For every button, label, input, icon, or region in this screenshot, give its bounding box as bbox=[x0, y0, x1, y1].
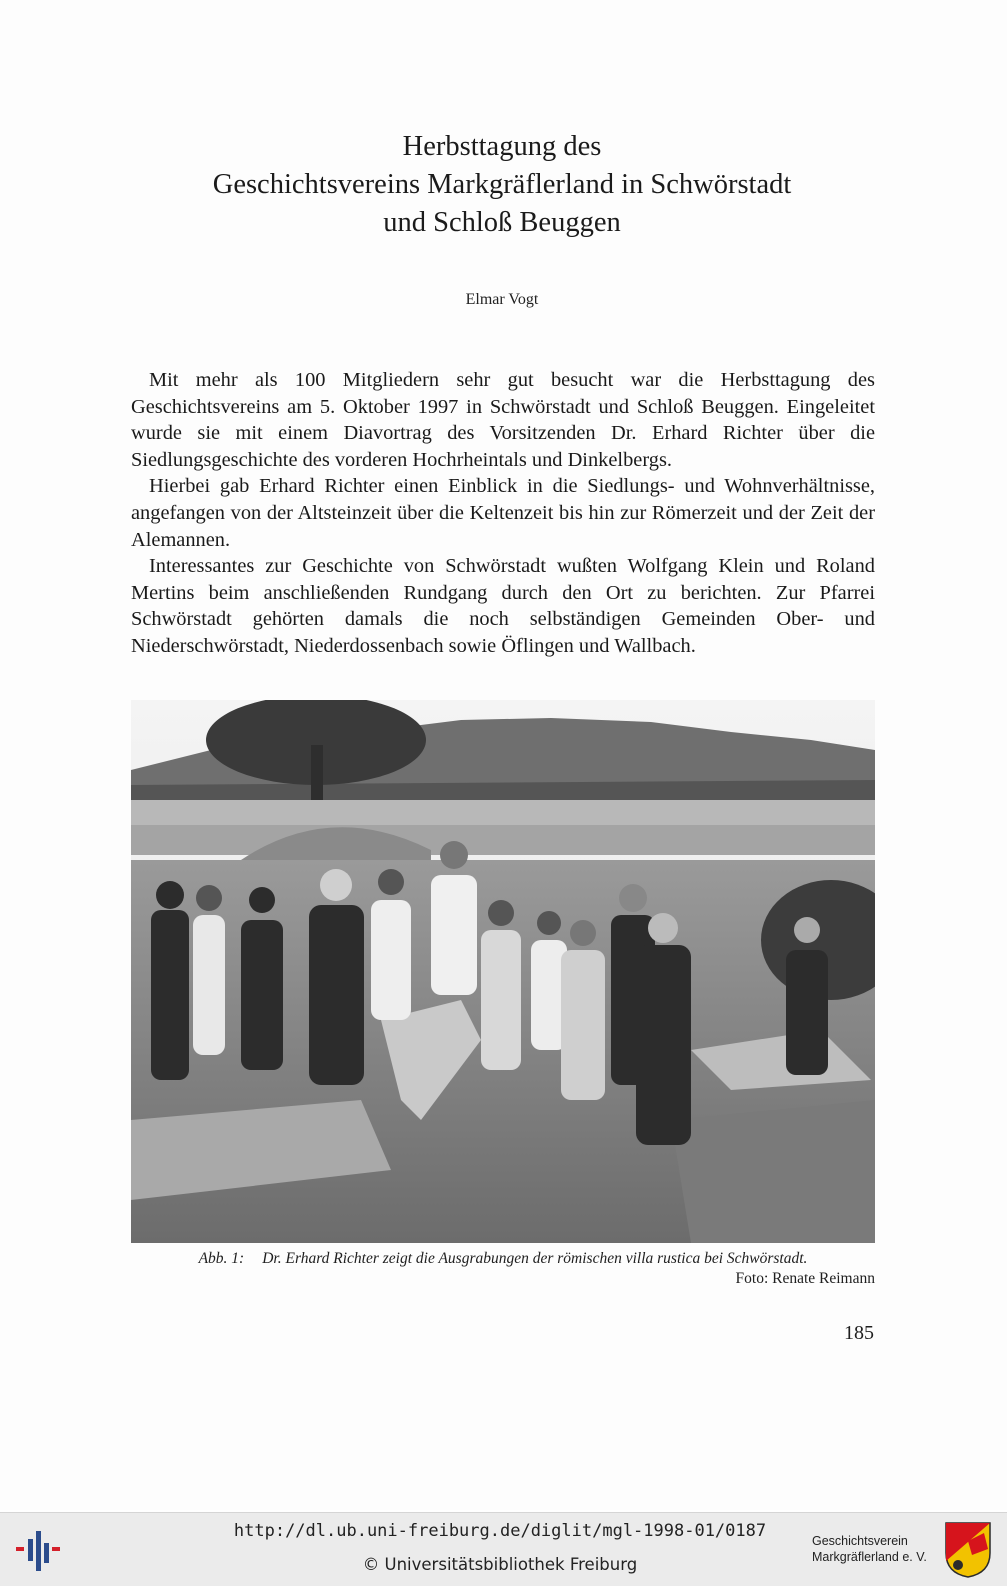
figure-caption-text: Dr. Erhard Richter zeigt die Ausgrabungen der römischen villa rustica bei Schwörstadt. bbox=[262, 1250, 808, 1267]
excavation-photo bbox=[131, 700, 875, 1243]
figure-caption bbox=[131, 1250, 875, 1268]
title-line-2: Geschichtsvereins Markgräflerland in Schwörstadt bbox=[212, 169, 792, 200]
paragraph-2: Hierbei gab Erhard Richter einen Einblick in die Siedlungs- und Wohnverhältnisse, angefangen von der Altsteinzeit über die Keltenzeit bis hin zur Römerzeit und der Zeit der Alemannen. bbox=[131, 475, 875, 551]
society-name-line-1: Geschichtsverein bbox=[812, 1534, 908, 1548]
photo-illustration bbox=[131, 700, 875, 1243]
page-number: 185 bbox=[844, 1322, 874, 1344]
paragraph-1: Mit mehr als 100 Mitgliedern sehr gut besucht war die Herbsttagung des Geschichtsvereins am 5. Oktober 1997 in Schwörstadt und Schloß Beuggen. Eingeleitet wurde sie mit einem Diavortrag des Vorsitzenden Dr. Erhard Richter über die Siedlungsgeschichte des vorderen Hochrheintals und Dinkelbergs. bbox=[131, 369, 875, 471]
photo-credit: Foto: Renate Reimann bbox=[735, 1270, 875, 1287]
figure-label: Abb. 1: bbox=[198, 1250, 245, 1267]
title-line-3: und Schloß Beuggen bbox=[383, 207, 621, 238]
title-line-1: Herbsttagung des bbox=[402, 131, 602, 162]
footer-bar bbox=[0, 1512, 1007, 1586]
coat-of-arms-icon bbox=[944, 1521, 992, 1579]
ub-freiburg-logo-icon bbox=[14, 1525, 64, 1575]
article-body bbox=[131, 367, 875, 660]
copyright-text: © Universitätsbibliothek Freiburg bbox=[362, 1555, 638, 1574]
article-title bbox=[130, 128, 874, 242]
society-name-line-2: Markgräflerland e. V. bbox=[812, 1550, 927, 1564]
document-url-link[interactable]: http://dl.ub.uni-freiburg.de/diglit/mgl-1998-01/0187 bbox=[233, 1521, 767, 1541]
author-name: Elmar Vogt bbox=[465, 291, 539, 308]
paragraph-3: Interessantes zur Geschichte von Schwörstadt wußten Wolfgang Klein und Roland Mertins beim anschließenden Rundgang durch den Ort zu berichten. Zur Pfarrei Schwörstadt gehörten damals die noch selbständigen Gemeinden Ober- und Niederschwörstadt, Niederdossenbach sowie Öflingen und Wallbach. bbox=[131, 555, 875, 657]
society-name bbox=[812, 1533, 937, 1565]
